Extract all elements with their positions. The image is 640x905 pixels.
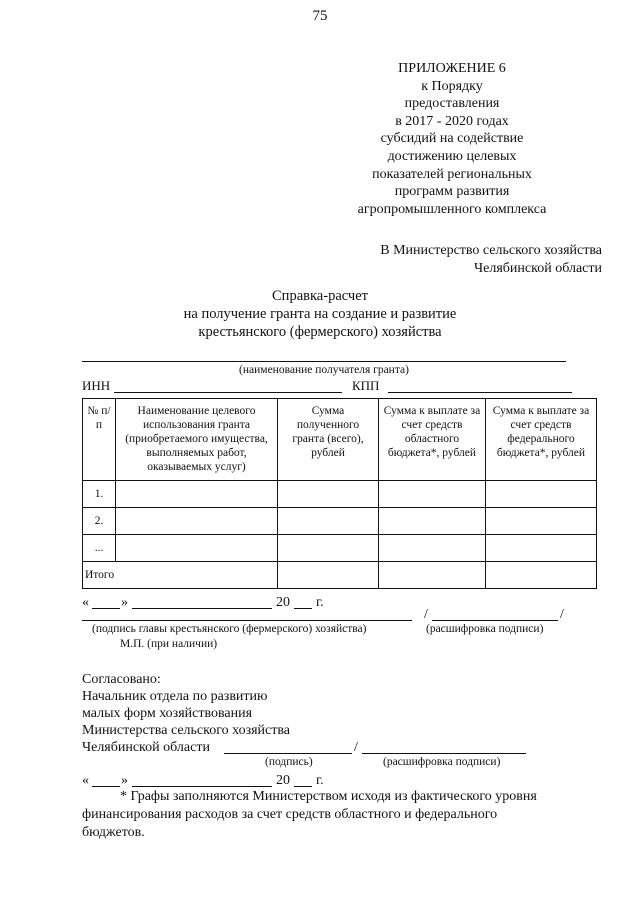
table-row: [83, 508, 597, 535]
page-number: 75: [312, 8, 328, 24]
column-header: Сумма к выплате за счет средств федерального бюджета*, рублей: [486, 399, 597, 481]
date-month-field[interactable]: [132, 608, 272, 609]
document-title-main: Справка-расчет: [272, 288, 368, 304]
date-year-suffix: г.: [316, 595, 324, 610]
footnote-line: финансирования расходов за счет средств областного и федерального: [82, 807, 498, 822]
approval-line: Челябинской области: [82, 740, 210, 755]
column-header: № п/п: [83, 399, 116, 481]
table-cell[interactable]: [486, 535, 597, 562]
head-signature-decode-field[interactable]: [432, 620, 558, 621]
table-cell[interactable]: [116, 481, 278, 508]
table-cell[interactable]: [379, 562, 486, 589]
addressee-line: В Министерство сельского хозяйства: [380, 243, 602, 258]
approval-line: Начальник отдела по развитию: [82, 689, 268, 704]
appendix-line: показателей региональных: [372, 166, 532, 182]
approval-date-month-field[interactable]: [132, 786, 272, 787]
footnote-line: бюджетов.: [82, 825, 145, 840]
approval-date-day-field[interactable]: [92, 786, 120, 787]
inn-field[interactable]: [114, 392, 342, 393]
row-number: 2.: [83, 508, 116, 535]
signature-slash: /: [560, 607, 564, 622]
total-label: Итого: [83, 562, 278, 589]
table-cell[interactable]: [486, 562, 597, 589]
date-day-field[interactable]: [92, 608, 120, 609]
approver-signature-field[interactable]: [224, 753, 352, 754]
appendix-line: программ развития: [394, 184, 510, 200]
document-title: [0, 287, 640, 341]
footnote: [82, 788, 596, 842]
head-signature-caption: (подпись главы крестьянского (фермерского) хозяйства): [92, 623, 367, 635]
table-cell[interactable]: [379, 481, 486, 508]
approval-date-year-field[interactable]: [294, 786, 312, 787]
appendix-title: ПРИЛОЖЕНИЕ 6: [398, 61, 506, 76]
table-cell[interactable]: [116, 535, 278, 562]
approval-slash: /: [354, 740, 358, 755]
table-row: [83, 481, 597, 508]
table-cell[interactable]: [278, 535, 379, 562]
approval-date-year-prefix: 20: [276, 773, 290, 788]
table-cell[interactable]: [379, 508, 486, 535]
table-cell[interactable]: [379, 535, 486, 562]
table-cell[interactable]: [278, 562, 379, 589]
approver-sign-caption: (подпись): [265, 756, 313, 768]
column-header: Сумма полученного гранта (всего), рублей: [278, 399, 379, 481]
appendix-line: в 2017 - 2020 годах: [395, 113, 509, 129]
total-row: [83, 562, 597, 589]
column-header: Сумма к выплате за счет средств областного бюджета*, рублей: [379, 399, 486, 481]
signature-slash: /: [424, 607, 428, 622]
approval-line: малых форм хозяйствования: [82, 706, 253, 721]
appendix-header: [322, 60, 582, 218]
head-signature-field[interactable]: [82, 620, 412, 621]
approver-decode-field[interactable]: [362, 753, 526, 754]
approval-date-close-quote: »: [121, 773, 128, 788]
appendix-line: агропромышленного комплекса: [357, 201, 547, 217]
date-close-quote: »: [121, 595, 128, 610]
table-cell[interactable]: [278, 481, 379, 508]
row-number: ...: [83, 535, 116, 562]
date-year-field[interactable]: [294, 608, 312, 609]
appendix-line: достижению целевых: [387, 148, 517, 164]
table-cell[interactable]: [486, 508, 597, 535]
recipient-name-caption: (наименование получателя гранта): [239, 364, 409, 376]
document-title-line: крестьянского (фермерского) хозяйства: [198, 324, 442, 340]
approval-line: Министерства сельского хозяйства: [82, 723, 291, 738]
grant-table: [82, 398, 597, 589]
kpp-field[interactable]: [388, 392, 572, 393]
footnote-line: * Графы заполняются Министерством исходя из фактического уровня: [120, 789, 537, 804]
approval-date-year-suffix: г.: [316, 773, 324, 788]
inn-label: ИНН: [82, 378, 111, 393]
date-year-prefix: 20: [276, 595, 290, 610]
appendix-line: к Порядку: [421, 78, 483, 94]
table-header-row: [83, 399, 597, 481]
appendix-line: субсидий на содействие: [380, 131, 524, 147]
document-title-line: на получение гранта на создание и развитие: [183, 306, 457, 322]
decode-caption: (расшифровка подписи): [426, 623, 544, 635]
recipient-name-field[interactable]: [82, 361, 566, 362]
approval-date-open-quote: «: [82, 773, 89, 788]
appendix-line: предоставления: [404, 96, 500, 112]
table-cell[interactable]: [278, 508, 379, 535]
approval-heading: Согласовано:: [82, 672, 161, 687]
column-header: Наименование целевого использования гранта (приобретаемого имущества, выполняемых работ, оказываемых услуг): [116, 399, 278, 481]
seal-note: М.П. (при наличии): [120, 638, 218, 650]
approver-decode-caption: (расшифровка подписи): [383, 756, 501, 768]
row-number: 1.: [83, 481, 116, 508]
addressee: [322, 242, 602, 278]
kpp-label: КПП: [352, 378, 380, 393]
table-row: [83, 535, 597, 562]
addressee-line: Челябинской области: [474, 261, 602, 276]
table-cell[interactable]: [486, 481, 597, 508]
date-open-quote: «: [82, 595, 89, 610]
table-cell[interactable]: [116, 508, 278, 535]
